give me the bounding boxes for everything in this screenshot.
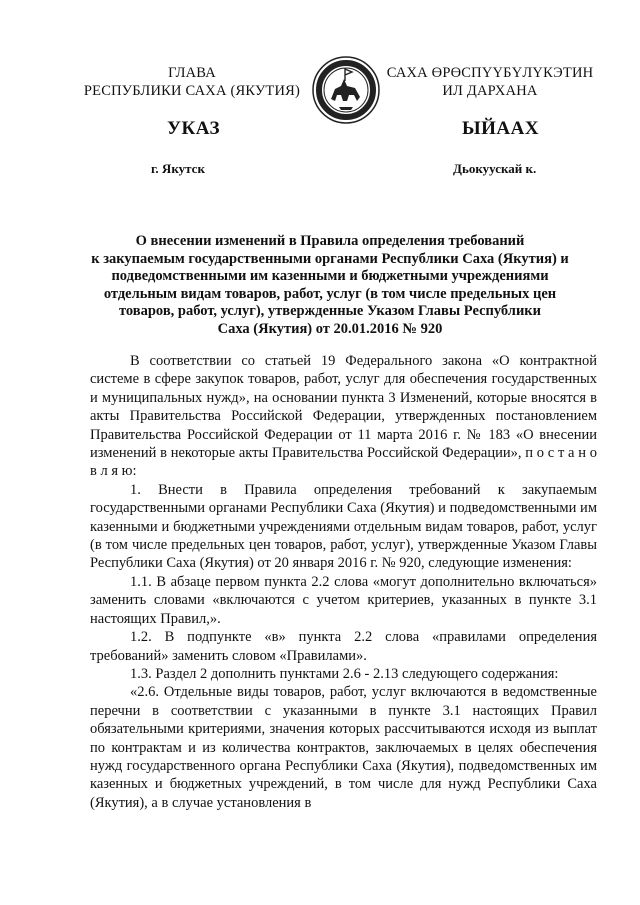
clause-2-6-paragraph: «2.6. Отдельные виды товаров, работ, услуг включаются в ведомственные перечни в соответствии с указанными в пункте 3.1 настоящих Правил обязательными критериями, значения которых рассчитываются исходя из выплат по контрактам и из количества контрактов, заключаемых в целях обеспечения нужд государственного органа Республики Саха (Якутия), подведомственных им казенных и бюджетных учреждений, в том числе для нужд Республики Саха (Якутия), а в случае установления в: [90, 684, 597, 811]
issuer-right-line1: САХА ӨРӨСПҮҮБҮЛҮКЭТИН: [386, 65, 594, 81]
clause-1-paragraph: 1. Внести в Правила определения требований к закупаемым государственными органами Республики Саха (Якутия) и подведомственными им казенными и бюджетными учреждениями отдельным видам товаров, работ, услуг (в том числе предельных цен товаров, работ, услуг), утвержденные Указом Главы Республики Саха (Якутия) от 20 января 2016 г. № 920, следующие изменения:: [90, 481, 597, 572]
clause-1-1-paragraph: 1.1. В абзаце первом пункта 2.2 слова «могут дополнительно включаться» заменить словами «включаются с учетом критериев, указанных в пункте 3.1 настоящих Правил,».: [90, 573, 597, 627]
heading-line: подведомственными им казенными и бюджетными учреждениями: [111, 268, 549, 285]
document-body: [90, 352, 597, 812]
heading-line: О внесении изменений в Правила определения требований: [135, 233, 525, 249]
preamble-paragraph: В соответствии со статьей 19 Федерального закона «О контрактной системе в сфере закупок товаров, работ, услуг для обеспечения государственных и муниципальных нужд», на основании пункта 3 Изменений, которые вносятся в акты Правительства Российской Федерации, утвержденных постановлением Правительства Российской Федерации от 11 марта 2016 г. № 183 «О внесении изменений в некоторые акты Правительства Российской Федерации», п о с т а н о в л я ю:: [90, 353, 597, 480]
doc-type-yakut: ЫЙААХ: [462, 118, 540, 139]
issuer-left: [82, 64, 302, 100]
city-yakut: Дьокуускай к.: [453, 161, 537, 176]
clause-1-3-paragraph: 1.3. Раздел 2 дополнить пунктами 2.6 - 2.13 следующего содержания:: [130, 665, 559, 682]
heading-line: Саха (Якутия) от 20.01.2016 № 920: [217, 320, 443, 337]
coat-of-arms-icon: [311, 55, 381, 125]
doc-type-russian: УКАЗ: [167, 118, 220, 139]
heading-line: к закупаемым государственными органами Республики Саха (Якутия) и: [91, 250, 569, 267]
issuer-left-line1: ГЛАВА: [168, 65, 216, 81]
issuer-right-line2: ИЛ ДАРХАНА: [442, 83, 538, 99]
city-russian: г. Якутск: [151, 161, 205, 176]
issuer-left-line2: РЕСПУБЛИКИ САХА (ЯКУТИЯ): [83, 83, 301, 99]
heading-line: отдельным видам товаров, работ, услуг (в том числе предельных цен: [103, 285, 557, 302]
document-heading: [60, 233, 600, 339]
issuer-right: [385, 64, 595, 100]
heading-line: товаров, работ, услуг), утвержденные Указом Главы Республики: [118, 303, 542, 320]
clause-1-2-paragraph: 1.2. В подпункте «в» пункта 2.2 слова «правилами определения требований» заменить словом «Правилами».: [90, 629, 597, 664]
